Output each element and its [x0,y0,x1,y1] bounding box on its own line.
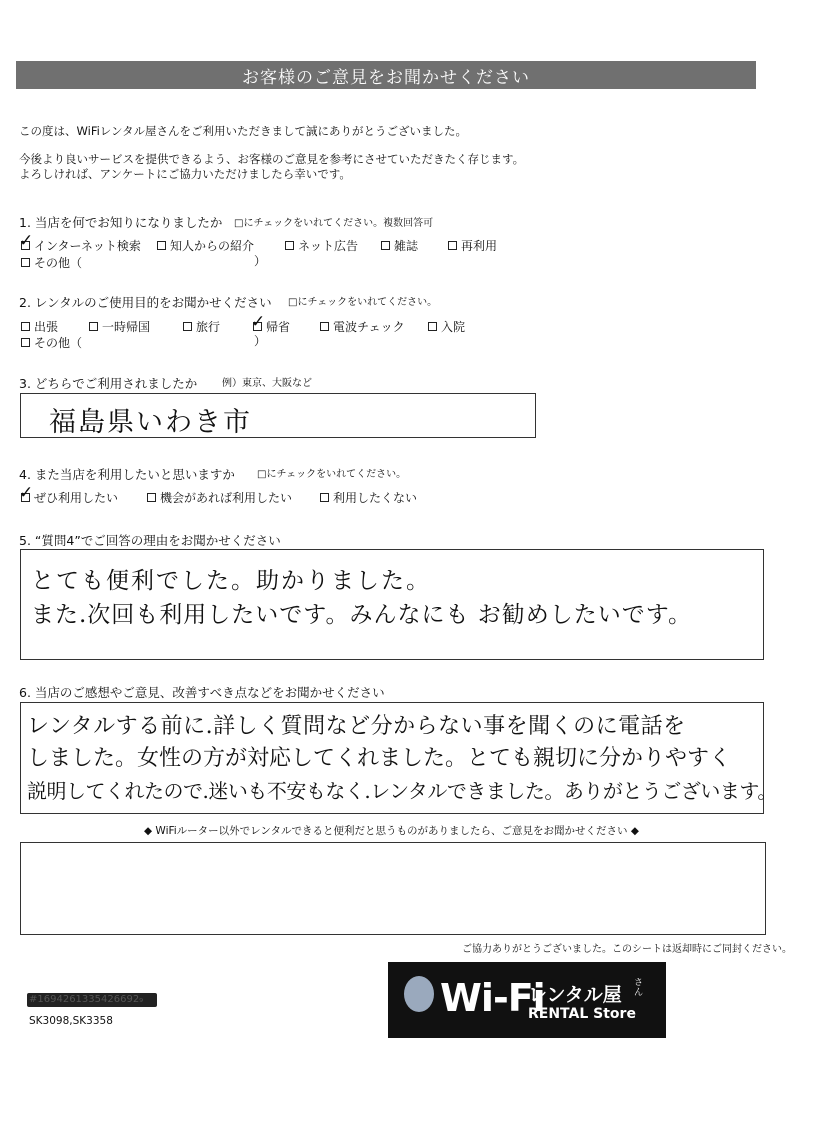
q3-answer-box[interactable] [20,393,536,438]
q2-title: 2. レンタルのご使用目的をお聞かせください [19,295,272,310]
checkbox[interactable] [21,322,30,331]
q1-other-close-paren: ） [254,254,267,268]
checkbox[interactable] [19,231,34,251]
checkmark-icon: ✓ [19,231,34,251]
q2-other-close-paren: ） [254,334,267,348]
q2-option-business[interactable]: 出張 [21,318,58,335]
checkbox[interactable] [320,322,329,331]
checkbox[interactable] [147,493,156,502]
q3-answer-text: 福島県いわき市 [49,407,252,438]
q5-answer-box[interactable] [20,549,764,660]
q1-option-referral[interactable]: 知人からの紹介 [157,237,254,254]
checkbox[interactable] [19,483,34,503]
checkbox[interactable] [89,322,98,331]
q1-option-other[interactable]: その他（ [21,254,82,271]
q1-option-magazine[interactable]: 雑誌 [381,237,418,254]
form-title-banner [16,61,756,89]
q4-option-if-chance[interactable]: 機会があれば利用したい [147,489,292,506]
checkbox[interactable] [428,322,437,331]
q3-title: 3. どちらでご利用されましたか [19,376,198,391]
logo-san: さん [634,978,644,998]
q1-title: 1. 当店を何でお知りになりましたか [19,215,223,230]
intro-line-2: 今後より良いサービスを提供できるよう、お客様のご意見を参考にさせていただきたく存じます。 [19,152,525,166]
q1-note: □にチェックをいれてください。複数回答可 [234,218,434,229]
q6-title: 6. 当店のご感想やご意見、改善すべき点などをお聞かせください [19,685,385,700]
intro-line-1: この度は、WiFiレンタル屋さんをご利用いただきまして誠にありがとうございました。 [19,124,468,138]
q4-option-definitely[interactable]: ✓ ぜひ利用したい [19,483,119,505]
q1-option-reuse[interactable]: 再利用 [448,237,497,254]
checkbox[interactable] [183,322,192,331]
q2-option-travel[interactable]: 旅行 [183,318,220,335]
product-codes: SK3098,SK3358 [29,1015,113,1027]
q1-option-internet[interactable]: ✓ インターネット検索 [19,231,141,253]
logo-rental-jp: レンタル屋 [528,984,622,1006]
q2-option-temp-return[interactable]: 一時帰国 [89,318,150,335]
q4-title: 4. また当店を利用したいと思いますか [19,467,235,482]
q6-answer-line-1: レンタルする前に.詳しく質問など分からない事を聞くのに電話を [27,714,686,739]
q2-option-other[interactable]: その他（ [21,334,82,351]
checkbox[interactable] [320,493,329,502]
wifi-rental-logo [388,962,666,1038]
q3-note: 例）東京、大阪など [222,378,312,389]
checkbox[interactable] [21,258,30,267]
q1-option-ad[interactable]: ネット広告 [285,237,358,254]
checkbox[interactable] [285,241,294,250]
q2-option-signal-check[interactable]: 電波チェック [320,318,405,335]
checkmark-icon: ✓ [251,312,266,332]
q7-answer-box[interactable] [20,842,766,935]
checkbox[interactable] [448,241,457,250]
mascot-icon [404,976,434,1012]
q5-answer-line-1: とても便利でした。助かりました。 [31,568,431,594]
q6-answer-line-2: しました。女性の方が対応してくれました。とても親切に分かりやすく [27,746,732,771]
q4-note: □にチェックをいれてください。 [257,469,407,480]
order-id-redacted: #1694261335426692₉ [27,993,157,1007]
q7-title: ◆ WiFiルーター以外でレンタルできると便利だと思うものがありましたら、ご意見をお聞かせください ◆ [144,825,639,837]
checkbox[interactable] [157,241,166,250]
checkmark-icon: ✓ [19,483,34,503]
footer-thanks: ご協力ありがとうございました。このシートは返却時にご同封ください。 [462,944,792,955]
checkbox[interactable] [381,241,390,250]
logo-wifi-text: Wi-Fi [440,976,545,1020]
checkbox[interactable] [251,312,266,332]
q4-option-no[interactable]: 利用したくない [320,489,417,506]
intro-line-3: よろしければ、アンケートにご協力いただけましたら幸いです。 [19,167,351,181]
q5-answer-line-2: また.次回も利用したいです。みんなにも お勧めしたいです。 [31,602,692,628]
q2-option-homecoming[interactable]: ✓ 帰省 [251,312,291,334]
form-title: お客様のご意見をお聞かせください [242,67,530,88]
q6-answer-line-3: 説明してくれたので.迷いも不安もなく.レンタルできました。ありがとうございます。 [27,779,777,803]
q2-option-hospital[interactable]: 入院 [428,318,465,335]
q2-note: □にチェックをいれてください。 [288,297,438,308]
logo-rental-en: RENTAL Store [528,1006,636,1022]
q5-title: 5. “質問4”でご回答の理由をお聞かせください [19,533,281,548]
q6-answer-box[interactable] [20,702,777,814]
checkbox[interactable] [21,338,30,347]
